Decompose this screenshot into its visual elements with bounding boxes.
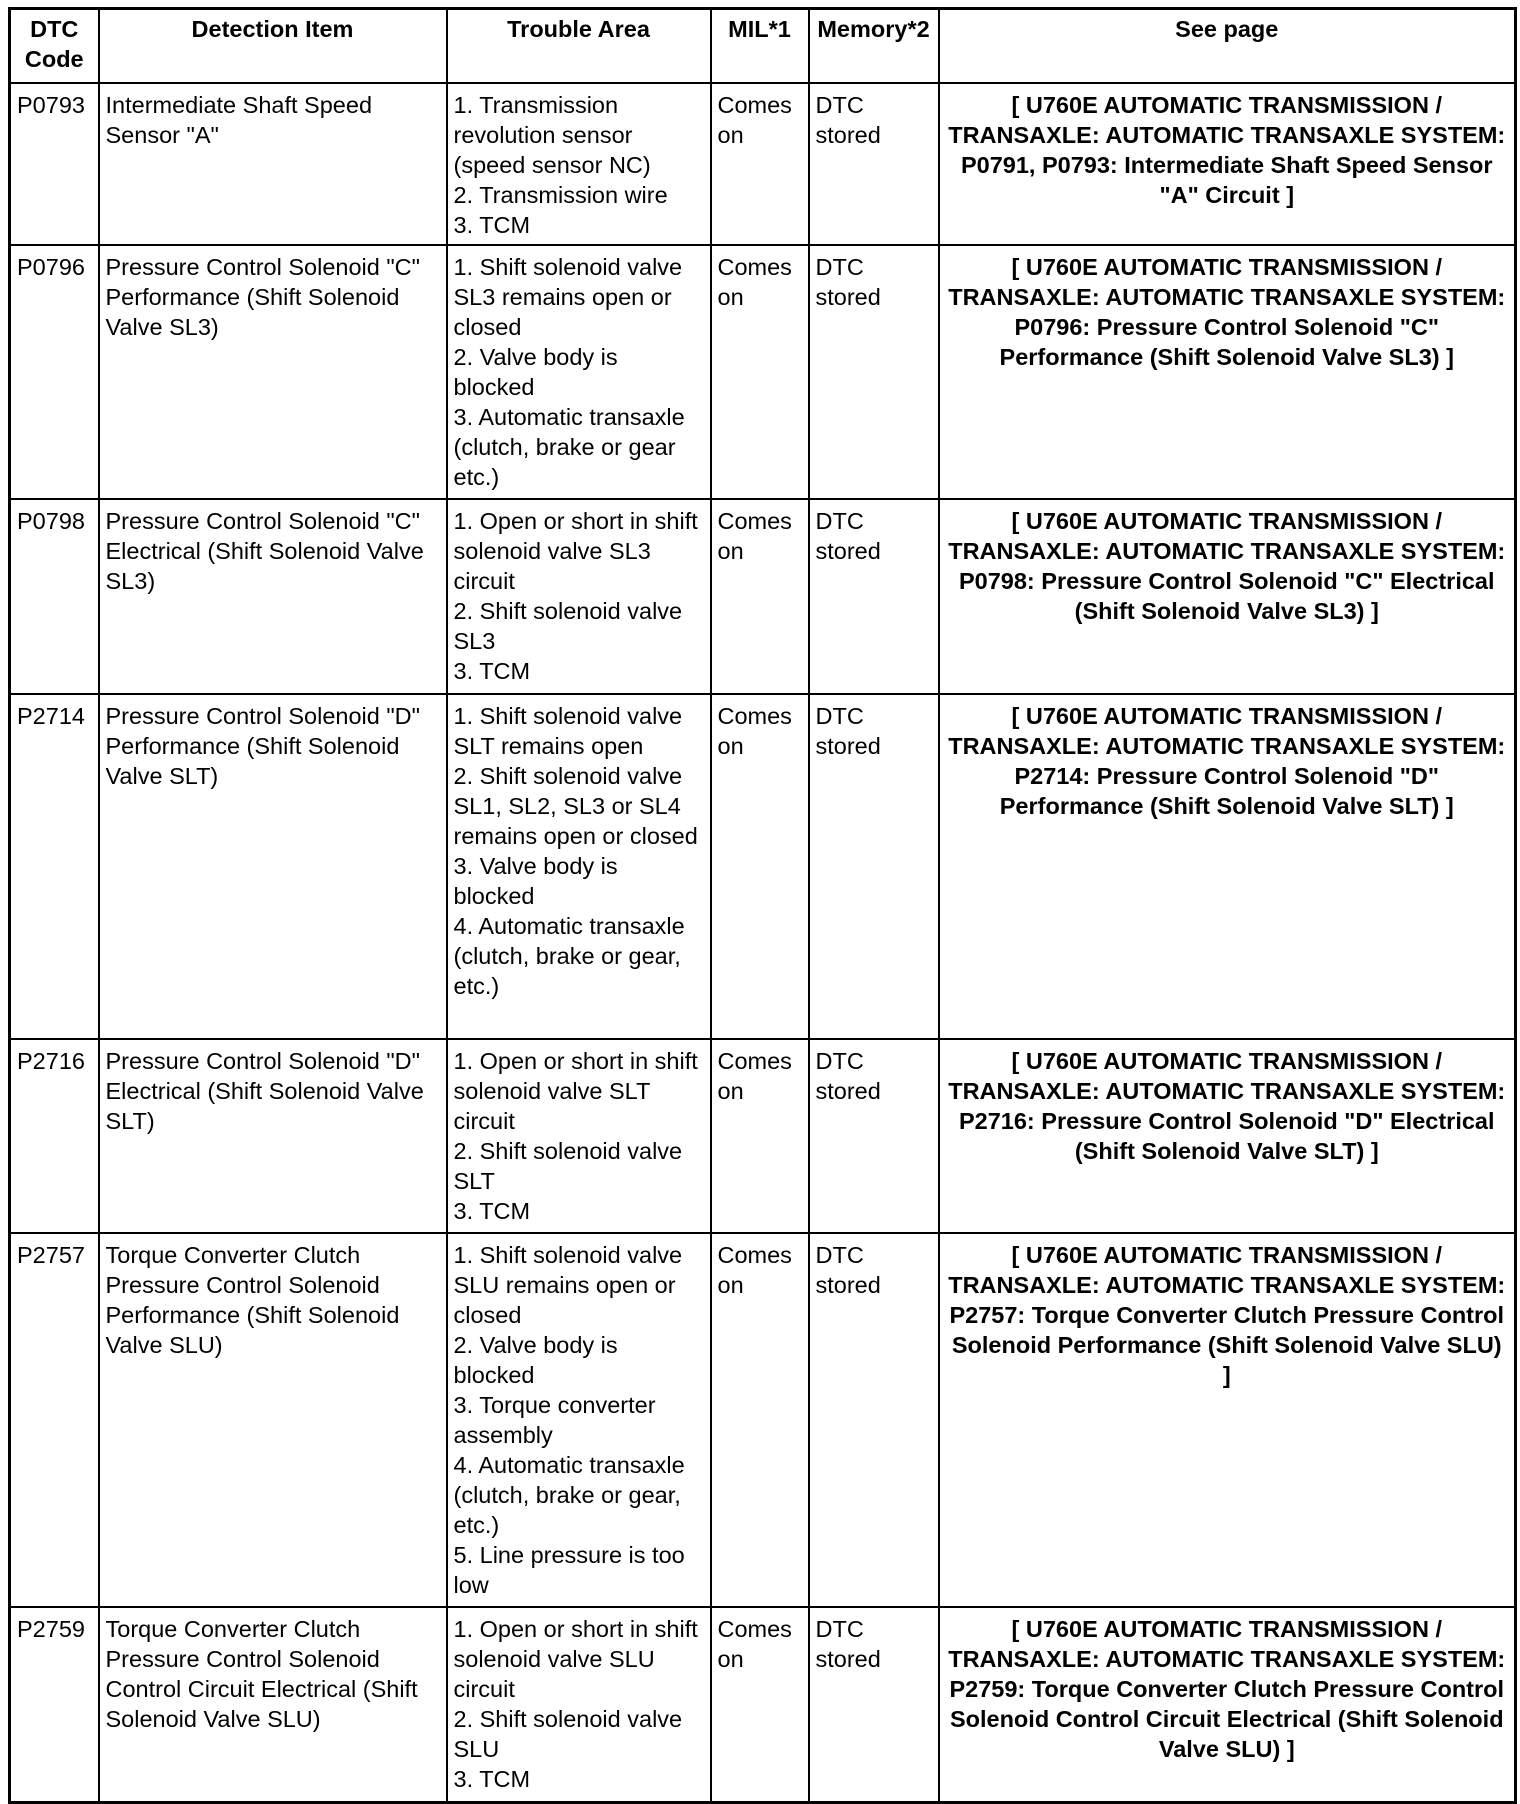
table-row xyxy=(10,1233,1516,1607)
table-row xyxy=(10,1039,1516,1233)
header-dtc-code: DTC Code xyxy=(10,9,99,84)
memory-cell: DTC stored xyxy=(809,245,939,499)
mil-cell: Comes on xyxy=(711,245,809,499)
dtc-code-cell: P2759 xyxy=(10,1607,99,1802)
dtc-code-cell: P2757 xyxy=(10,1233,99,1607)
trouble-area-line: 3. Torque converter assembly xyxy=(453,1392,663,1448)
header-mil: MIL*1 xyxy=(711,9,809,84)
detection-item-cell: Pressure Control Solenoid "D" Performance (Shift Solenoid Valve SLT) xyxy=(99,694,447,1039)
trouble-area-line: 2. Valve body is blocked xyxy=(453,1332,625,1388)
detection-item-cell: Torque Converter Clutch Pressure Control Solenoid Control Circuit Electrical (Shift Solenoid Valve SLU) xyxy=(99,1607,447,1802)
trouble-area-cell xyxy=(447,499,711,694)
dtc-code-cell: P2714 xyxy=(10,694,99,1039)
memory-cell: DTC stored xyxy=(809,1039,939,1233)
header-memory: Memory*2 xyxy=(809,9,939,84)
mil-cell: Comes on xyxy=(711,1607,809,1802)
mil-cell: Comes on xyxy=(711,694,809,1039)
trouble-area-line: 3. TCM xyxy=(453,212,531,238)
table-row xyxy=(10,499,1516,694)
trouble-area-line: 2. Valve body is blocked xyxy=(453,344,625,400)
trouble-area-line: 3. TCM xyxy=(453,658,531,684)
trouble-area-cell xyxy=(447,1233,711,1607)
memory-cell: DTC stored xyxy=(809,83,939,245)
see-page-reference: [ U760E AUTOMATIC TRANSMISSION / TRANSAXLE: AUTOMATIC TRANSAXLE SYSTEM: P2757: Torque Converter Clutch Pressure Control Solenoid Performance (Shift Solenoid Valve SLU) ] xyxy=(939,1233,1516,1607)
trouble-area-line: 2. Shift solenoid valve SL1, SL2, SL3 or SL4 remains open or closed xyxy=(453,763,698,849)
trouble-area-line: 3. Automatic transaxle (clutch, brake or gear etc.) xyxy=(453,404,692,490)
trouble-area-line: 2. Shift solenoid valve SLT xyxy=(453,1138,689,1194)
header-see-page: See page xyxy=(939,9,1516,84)
detection-item-cell: Pressure Control Solenoid "C" Performance (Shift Solenoid Valve SL3) xyxy=(99,245,447,499)
see-page-reference: [ U760E AUTOMATIC TRANSMISSION / TRANSAXLE: AUTOMATIC TRANSAXLE SYSTEM: P0798: Pressure Control Solenoid "C" Electrical (Shift Solenoid Valve SL3) ] xyxy=(939,499,1516,694)
memory-cell: DTC stored xyxy=(809,1607,939,1802)
detection-item-cell: Pressure Control Solenoid "C" Electrical (Shift Solenoid Valve SL3) xyxy=(99,499,447,694)
header-trouble-area: Trouble Area xyxy=(447,9,711,84)
dtc-code-cell: P0793 xyxy=(10,83,99,245)
mil-cell: Comes on xyxy=(711,83,809,245)
dtc-code-cell: P0798 xyxy=(10,499,99,694)
see-page-reference: [ U760E AUTOMATIC TRANSMISSION / TRANSAXLE: AUTOMATIC TRANSAXLE SYSTEM: P2716: Pressure Control Solenoid "D" Electrical (Shift Solenoid Valve SLT) ] xyxy=(939,1039,1516,1233)
trouble-area-line: 1. Shift solenoid valve SL3 remains open or closed xyxy=(453,254,689,340)
mil-cell: Comes on xyxy=(711,1039,809,1233)
trouble-area-cell xyxy=(447,1607,711,1802)
trouble-area-line: 3. Valve body is blocked xyxy=(453,853,625,909)
mil-cell: Comes on xyxy=(711,1233,809,1607)
trouble-area-line: 1. Transmission revolution sensor (speed sensor NC) xyxy=(453,92,651,178)
trouble-area-line: 5. Line pressure is too low xyxy=(453,1542,692,1598)
detection-item-cell: Torque Converter Clutch Pressure Control Solenoid Performance (Shift Solenoid Valve SLU) xyxy=(99,1233,447,1607)
header-detection-item: Detection Item xyxy=(99,9,447,84)
trouble-area-line: 2. Transmission wire xyxy=(453,182,668,208)
memory-cell: DTC stored xyxy=(809,694,939,1039)
trouble-area-line: 3. TCM xyxy=(453,1766,531,1792)
trouble-area-line: 2. Shift solenoid valve SL3 xyxy=(453,598,689,654)
header-row xyxy=(10,9,1516,84)
trouble-area-cell xyxy=(447,1039,711,1233)
see-page-reference: [ U760E AUTOMATIC TRANSMISSION / TRANSAXLE: AUTOMATIC TRANSAXLE SYSTEM: P2714: Pressure Control Solenoid "D" Performance (Shift Solenoid Valve SLT) ] xyxy=(939,694,1516,1039)
trouble-area-line: 4. Automatic transaxle (clutch, brake or gear, etc.) xyxy=(453,1452,692,1538)
trouble-area-cell xyxy=(447,694,711,1039)
mil-cell: Comes on xyxy=(711,499,809,694)
dtc-code-cell: P2716 xyxy=(10,1039,99,1233)
table-row xyxy=(10,245,1516,499)
table-row xyxy=(10,83,1516,245)
trouble-area-line: 1. Open or short in shift solenoid valve SLU circuit xyxy=(453,1616,705,1702)
see-page-reference: [ U760E AUTOMATIC TRANSMISSION / TRANSAXLE: AUTOMATIC TRANSAXLE SYSTEM: P2759: Torque Converter Clutch Pressure Control Solenoid Control Circuit Electrical (Shift Solenoid Valve SLU) ] xyxy=(939,1607,1516,1802)
dtc-code-cell: P0796 xyxy=(10,245,99,499)
trouble-area-line: 1. Shift solenoid valve SLU remains open or closed xyxy=(453,1242,689,1328)
trouble-area-line: 1. Open or short in shift solenoid valve SL3 circuit xyxy=(453,508,705,594)
trouble-area-cell xyxy=(447,83,711,245)
memory-cell: DTC stored xyxy=(809,499,939,694)
trouble-area-line: 1. Open or short in shift solenoid valve SLT circuit xyxy=(453,1048,705,1134)
trouble-area-cell xyxy=(447,245,711,499)
detection-item-cell: Pressure Control Solenoid "D" Electrical (Shift Solenoid Valve SLT) xyxy=(99,1039,447,1233)
dtc-table xyxy=(8,7,1517,1804)
trouble-area-line: 3. TCM xyxy=(453,1198,531,1224)
trouble-area-line: 1. Shift solenoid valve SLT remains open xyxy=(453,703,689,759)
trouble-area-line: 2. Shift solenoid valve SLU xyxy=(453,1706,689,1762)
see-page-reference: [ U760E AUTOMATIC TRANSMISSION / TRANSAXLE: AUTOMATIC TRANSAXLE SYSTEM: P0796: Pressure Control Solenoid "C" Performance (Shift Solenoid Valve SL3) ] xyxy=(939,245,1516,499)
table-row xyxy=(10,694,1516,1039)
see-page-reference: [ U760E AUTOMATIC TRANSMISSION / TRANSAXLE: AUTOMATIC TRANSAXLE SYSTEM: P0791, P0793: Intermediate Shaft Speed Sensor "A" Circuit ] xyxy=(939,83,1516,245)
detection-item-cell: Intermediate Shaft Speed Sensor "A" xyxy=(99,83,447,245)
memory-cell: DTC stored xyxy=(809,1233,939,1607)
trouble-area-line: 4. Automatic transaxle (clutch, brake or gear, etc.) xyxy=(453,913,692,999)
table-row xyxy=(10,1607,1516,1802)
